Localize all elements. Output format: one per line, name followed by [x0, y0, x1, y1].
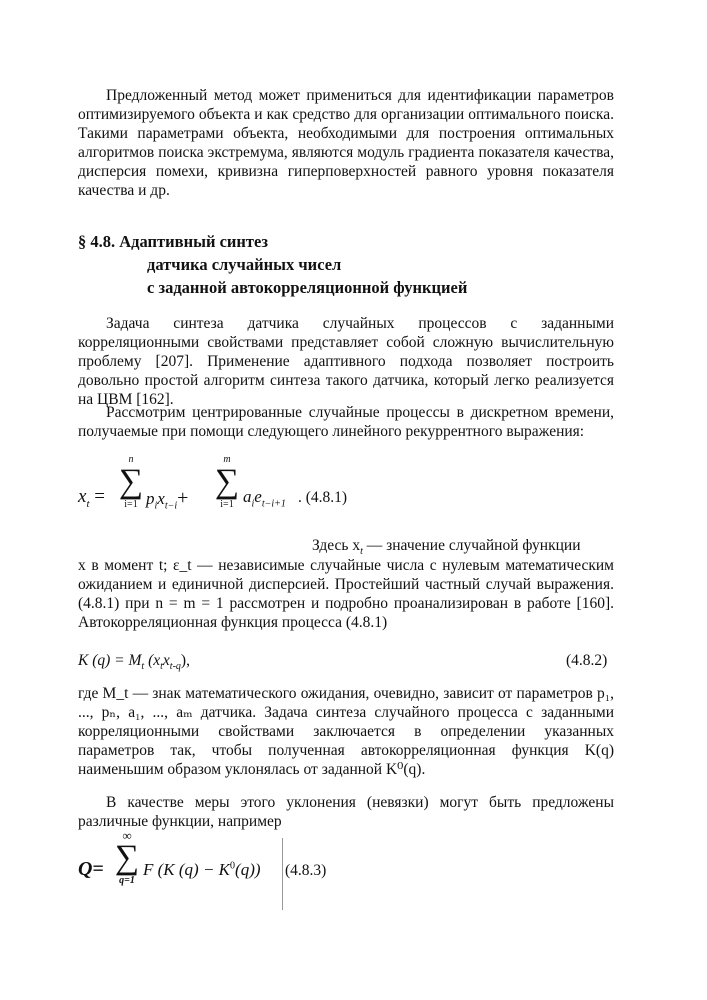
eq1-term-1: $p_ix_{t-i}+$ — [146, 487, 189, 512]
eq1-number: . (4.8.1) — [298, 489, 348, 506]
eq1-sum-2: m ∑ i=1 — [214, 454, 240, 510]
paragraph-1: Предложенный метод может примениться для идентификации параметров оптимизируемого объекта и как средство для организации оптимального поиска. Такими параметрами объекта, необходимыми для построения оптимальных алгоритмов поиска экстремума, являются модуль градиента показателя качества, дисперсия помехи, кривизна гиперповерхностей равного уровня показателя качества и др. — [78, 87, 614, 199]
eq1-term-2: $a_ie_{t-i+1}$ — [243, 487, 286, 510]
vertical-rule — [282, 838, 283, 910]
eq2-number: (4.8.2) — [566, 652, 608, 669]
eq1-lhs: $x_t$ = — [78, 486, 105, 510]
section-heading-line-3: с заданной автокорреляционной функцией — [147, 278, 468, 297]
paragraph-6: где M_t — знак математического ожидания, очевидно, зависит от параметров p₁, ..., pₙ, a₁, ..., aₘ датчика. Задача синтеза случайного процесса с заданными корреляционными свойствами заключается в определении указанных параметров так, чтобы полученная автокорреляционная функция K(q) наименьшим образом уклонялась от заданной K⁰(q). — [78, 685, 614, 778]
section-heading-line-1: § 4.8. Адаптивный синтез — [78, 232, 268, 251]
paragraph-3: Рассмотрим центрированные случайные процессы в дискретном времени, получаемые при помощи следующего линейного рекуррентного выражения: — [78, 404, 614, 440]
eq3-sum: ∞ ∑ q=1 — [114, 828, 140, 886]
section-heading-line-2: датчика случайных чисел — [147, 255, 342, 274]
eq3-body: F (K $(q) - K^0(q)$) — [143, 860, 261, 879]
paragraph-5: x в момент t; ε_t — независимые случайные числа с нулевым математическим ожиданием и единичной дисперсией. Простейший частный случай выражения. (4.8.1) при n = m = 1 рассмотрен и подробно проанализирован в работе [160]. Автокорреляционная функция процесса (4.8.1) — [78, 557, 614, 631]
eq3-lhs: Q= — [78, 858, 104, 880]
paragraph-4-line: Здесь $x_t$ — значение случайной функции — [312, 537, 581, 558]
paragraph-2: Задача синтеза датчика случайных процессов с заданными корреляционными свойствами представляет собой сложную вычислительную проблему [207]. Применение адаптивного подхода позволяет построить довольно простой алгоритм синтеза такого датчика, который легко реализуется на ЦВМ [162]. — [78, 315, 614, 408]
eq1-sum-1: n ∑ i=1 — [118, 454, 144, 510]
paragraph-7: В качестве меры этого уклонения (невязки) могут быть предложены различные функции, например — [78, 794, 614, 830]
equation-4-8-2: K $(q) = M_t$ $(x_tx_{t-q})$, — [78, 652, 190, 673]
eq3-number: (4.8.3) — [285, 862, 327, 879]
